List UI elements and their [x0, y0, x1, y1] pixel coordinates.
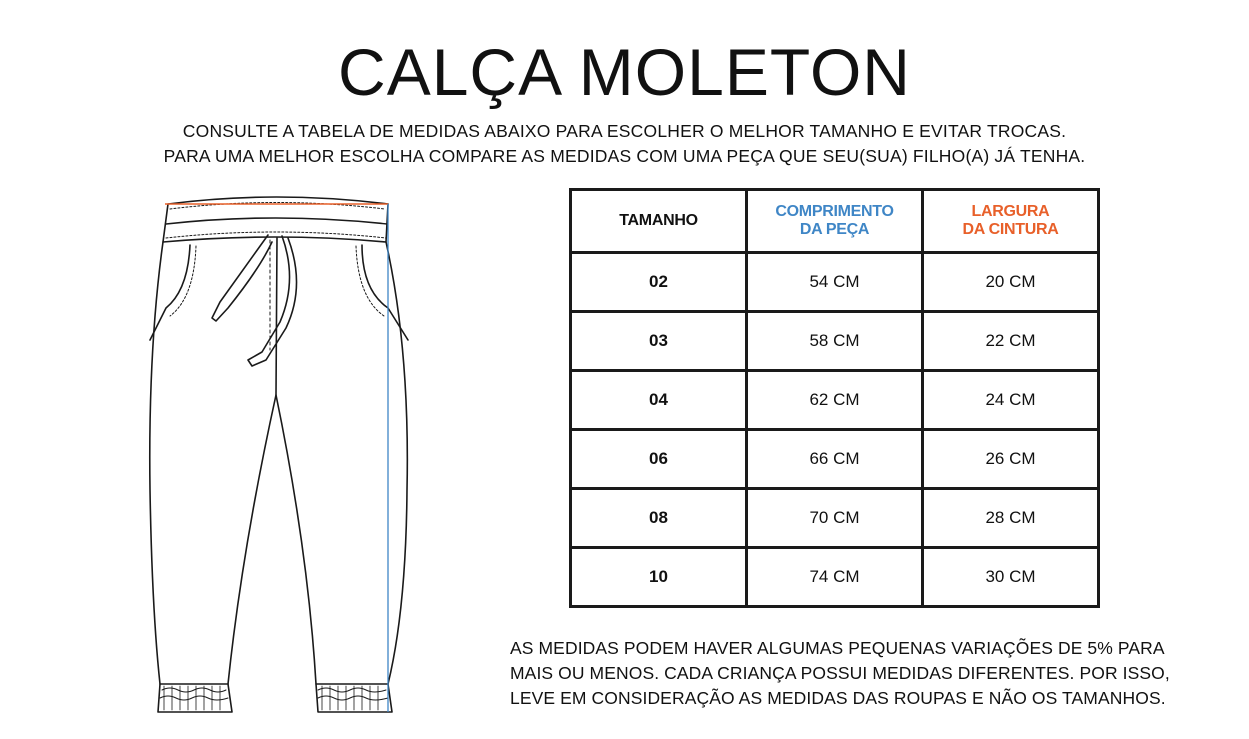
pants-illustration — [130, 190, 430, 720]
cell-comprimento: 58 CM — [747, 312, 923, 371]
table-header-row — [571, 190, 1099, 253]
cell-largura: 20 CM — [923, 253, 1099, 312]
note-line-2: MAIS OU MENOS. CADA CRIANÇA POSSUI MEDIDAS DIFERENTES. POR ISSO, — [510, 663, 1170, 683]
table-row — [571, 430, 1099, 489]
header-comprimento: COMPRIMENTO DA PEÇA — [747, 190, 923, 253]
pants-outline — [150, 242, 408, 684]
cell-comprimento: 54 CM — [747, 253, 923, 312]
note-line-3: LEVE EM CONSIDERAÇÃO AS MEDIDAS DAS ROUPAS E NÃO OS TAMANHOS. — [510, 688, 1166, 708]
cell-largura: 26 CM — [923, 430, 1099, 489]
table-row — [571, 548, 1099, 607]
subtitle-line-2: PARA UMA MELHOR ESCOLHA COMPARE AS MEDIDAS COM UMA PEÇA QUE SEU(SUA) FILHO(A) JÁ TENHA. — [163, 146, 1086, 166]
cell-size: 06 — [571, 430, 747, 489]
cell-comprimento: 74 CM — [747, 548, 923, 607]
cell-comprimento: 66 CM — [747, 430, 923, 489]
cell-size: 08 — [571, 489, 747, 548]
cell-largura: 28 CM — [923, 489, 1099, 548]
table-row — [571, 312, 1099, 371]
size-table — [569, 188, 1100, 608]
table-row — [571, 371, 1099, 430]
cell-size: 10 — [571, 548, 747, 607]
cell-comprimento: 70 CM — [747, 489, 923, 548]
header-tamanho: TAMANHO — [571, 190, 747, 253]
header-largura: LARGURA DA CINTURA — [923, 190, 1099, 253]
disclaimer-note — [510, 636, 1170, 711]
cell-comprimento: 62 CM — [747, 371, 923, 430]
page-title: CALÇA MOLETON — [338, 35, 911, 109]
cell-largura: 30 CM — [923, 548, 1099, 607]
table-row — [571, 489, 1099, 548]
cell-largura: 22 CM — [923, 312, 1099, 371]
table-row — [571, 253, 1099, 312]
cell-size: 02 — [571, 253, 747, 312]
cell-size: 03 — [571, 312, 747, 371]
subtitle-line-1: CONSULTE A TABELA DE MEDIDAS ABAIXO PARA ESCOLHER O MELHOR TAMANHO E EVITAR TROCAS. — [182, 121, 1067, 141]
cell-size: 04 — [571, 371, 747, 430]
note-line-1: AS MEDIDAS PODEM HAVER ALGUMAS PEQUENAS VARIAÇÕES DE 5% PARA — [510, 638, 1165, 658]
cell-largura: 24 CM — [923, 371, 1099, 430]
